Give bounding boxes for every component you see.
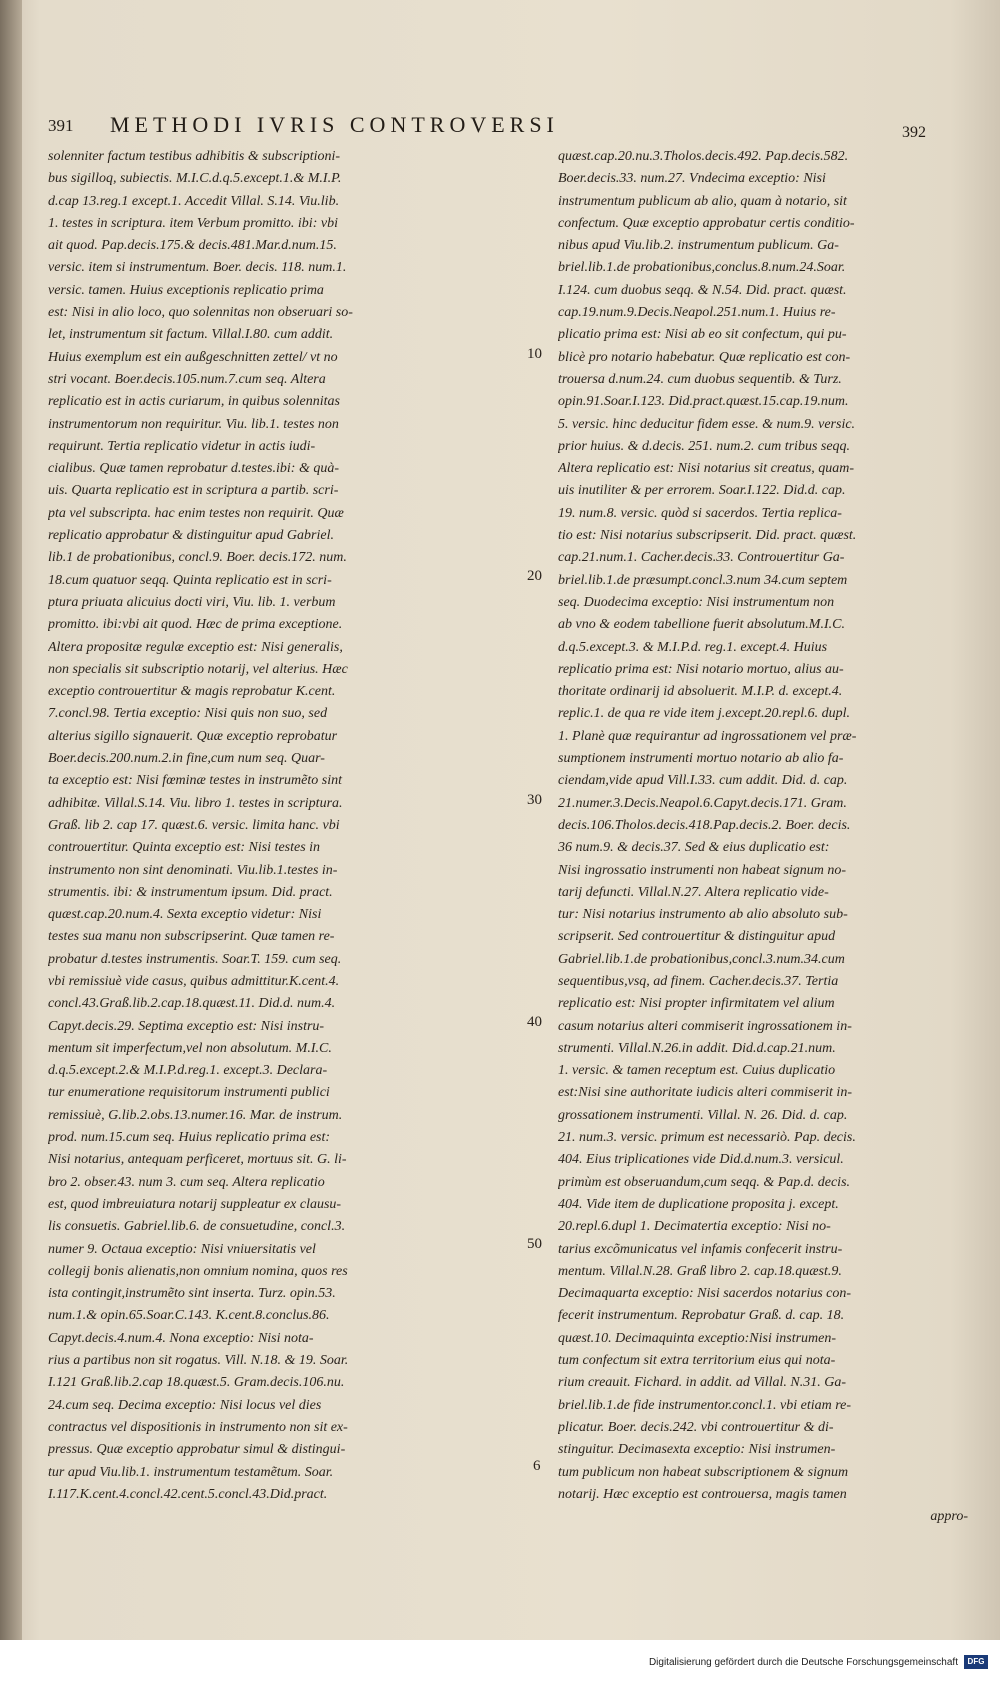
text-line: nibus apud Viu.lib.2. instrumentum publicum. Ga- bbox=[558, 238, 839, 254]
text-line: bus sigilloq, subiectis. M.I.C.d.q.5.except.1.& M.I.P. bbox=[48, 171, 342, 187]
book-page bbox=[22, 0, 1000, 1640]
text-line: exceptio controuertitur & magis reprobatur K.cent. bbox=[48, 684, 336, 700]
text-line: thoritate ordinarij id absoluerit. M.I.P. d. except.4. bbox=[558, 684, 843, 700]
text-line: notarij. Hæc exceptio est controuersa, magis tamen bbox=[558, 1486, 847, 1502]
text-line: cialibus. Quæ tamen reprobatur d.testes.ibi: & quà- bbox=[48, 461, 339, 477]
text-line: est, quod imbreuiatura notarij suppleatur ex clausu- bbox=[48, 1196, 342, 1212]
text-line: tur apud Viu.lib.1. instrumentum testamẽtum. Soar. bbox=[48, 1464, 334, 1480]
text-line: mentum sit imperfectum,vel non absolutum. M.I.C. bbox=[48, 1040, 332, 1056]
text-line: Graß. lib 2. cap 17. quæst.6. versic. limita hanc. vbi bbox=[48, 817, 340, 833]
funding-notice: Digitalisierung gefördert durch die Deutsche Forschungsgemeinschaft bbox=[648, 1657, 958, 1668]
text-line: confectum. Quæ exceptio approbatur certis conditio- bbox=[558, 215, 855, 231]
text-line: replicatio approbatur & distinguitur apud Gabriel. bbox=[48, 528, 334, 544]
text-line: rium creauit. Fichard. in addit. ad Villal. N.31. Ga- bbox=[558, 1375, 847, 1391]
text-line: fecerit instrumentum. Reprobatur Graß. d. cap. 18. bbox=[558, 1308, 845, 1324]
text-line: Capyt.decis.4.num.4. Nona exceptio: Nisi nota- bbox=[48, 1330, 314, 1346]
text-line: ista contingit,instrumẽto sint inserta. Turz. opin.53. bbox=[48, 1286, 336, 1302]
text-line: scripserit. Sed controuertitur & distinguitur apud bbox=[558, 929, 836, 945]
text-line: 19. num.8. versic. quòd si sacerdos. Tertia replica- bbox=[558, 505, 842, 521]
text-line: mentum. Villal.N.28. Graß libro 2. cap.18.quæst.9. bbox=[558, 1263, 842, 1279]
margin-line-number: 10 bbox=[527, 346, 542, 362]
text-line: plicatur. Boer. decis.242. vbi controuertitur & di- bbox=[558, 1419, 834, 1435]
text-line: requirunt. Tertia replicatio videtur in actis iudi- bbox=[48, 438, 316, 454]
text-line: promitto. ibi:vbi ait quod. Hæc de prima exceptione. bbox=[48, 617, 343, 633]
text-line: 24.cum seq. Decima exceptio: Nisi locus vel dies bbox=[48, 1397, 322, 1413]
text-line: tio est: Nisi notarius subscripserit. Did. pract. quæst. bbox=[558, 528, 857, 544]
text-line: concl.43.Graß.lib.2.cap.18.quæst.11. Did.d. num.4. bbox=[48, 996, 336, 1012]
text-line: Huius exemplum est ein außgeschnitten zettel/ vt no bbox=[48, 349, 338, 365]
text-line: Boer.decis.33. num.27. Vndecima exceptio: Nisi bbox=[558, 171, 826, 187]
text-line: decis.106.Tholos.decis.418.Pap.decis.2. Boer. decis. bbox=[558, 817, 851, 833]
text-line: cap.21.num.1. Cacher.decis.33. Controuertitur Ga- bbox=[558, 550, 845, 566]
text-line: collegij bonis alienatis,non omnium nomina, quos res bbox=[48, 1263, 348, 1279]
text-line: uis inutiliter & per errorem. Soar.I.122. Did.d. cap. bbox=[558, 483, 846, 499]
text-line: numer 9. Octaua exceptio: Nisi vniuersitatis vel bbox=[48, 1241, 316, 1257]
margin-line-number: 6 bbox=[533, 1458, 541, 1474]
text-line: contractus vel dispositionis in instrumento non sit ex- bbox=[48, 1419, 348, 1435]
text-line: adhibitæ. Villal.S.14. Viu. libro 1. testes in scriptura. bbox=[48, 795, 343, 811]
text-line: replicatio est: Nisi propter infirmitatem vel alium bbox=[558, 996, 835, 1012]
text-line: I.121 Graß.lib.2.cap 18.quæst.5. Gram.decis.106.nu. bbox=[48, 1375, 345, 1391]
text-line: replicatio prima est: Nisi notario mortuo, alius au- bbox=[558, 661, 844, 677]
text-line: 5. versic. hinc deducitur fidem esse. & num.9. versic. bbox=[558, 416, 856, 432]
text-line: quæst.10. Decimaquinta exceptio:Nisi instrumen- bbox=[558, 1330, 837, 1346]
text-line: replic.1. de qua re vide item j.except.20.repl.6. dupl. bbox=[558, 706, 850, 722]
text-line: cap.19.num.9.Decis.Neapol.251.num.1. Huius re- bbox=[558, 305, 836, 321]
text-line: stinguitur. Decimasexta exceptio: Nisi instrumen- bbox=[558, 1442, 836, 1458]
text-line: Nisi notarius, antequam perficeret, mortuus sit. G. li- bbox=[48, 1152, 347, 1168]
text-line: blicè pro notario habebatur. Quæ replicatio est con- bbox=[558, 349, 851, 365]
text-line: sumptionem instrumenti mortuo notario ab alio fa- bbox=[558, 751, 844, 767]
text-line: casum notarius alteri commiserit ingrossationem in- bbox=[558, 1018, 852, 1034]
dfg-logo: DFG bbox=[964, 1655, 988, 1669]
text-line: trouersa d.num.24. cum duobus sequentib. & Turz. bbox=[558, 371, 842, 387]
text-line: ciendam,vide apud Vill.I.33. cum addit. Did. d. cap. bbox=[558, 773, 848, 789]
text-line: Decimaquarta exceptio: Nisi sacerdos notarius con- bbox=[558, 1286, 852, 1302]
text-line: tur: Nisi notarius instrumento ab alio absoluto sub- bbox=[558, 907, 848, 923]
text-line: 1. versic. & tamen receptum est. Cuius duplicatio bbox=[558, 1063, 836, 1079]
text-line: Altera replicatio est: Nisi notarius sit creatus, quam- bbox=[558, 461, 855, 477]
text-line: probatur d.testes instrumentis. Soar.T. 159. cum seq. bbox=[48, 951, 342, 967]
text-line: 404. Vide item de duplicatione proposita j. except. bbox=[558, 1196, 839, 1212]
text-line: d.q.5.except.2.& M.I.P.d.reg.1. except.3. Declara- bbox=[48, 1063, 328, 1079]
text-line: I.117.K.cent.4.concl.42.cent.5.concl.43.Did.pract. bbox=[48, 1486, 328, 1502]
text-line: tum confectum sit extra territorium eius qui nota- bbox=[558, 1353, 836, 1369]
text-line: lis consuetis. Gabriel.lib.6. de consuetudine, concl.3. bbox=[48, 1219, 346, 1235]
text-line: 21. num.3. versic. primum est necessariò. Pap. decis. bbox=[558, 1130, 856, 1146]
text-line: Nisi ingrossatio instrumenti non habeat signum no- bbox=[558, 862, 847, 878]
text-line: Gabriel.lib.1.de probationibus,concl.3.num.34.cum bbox=[558, 951, 845, 967]
text-line: plicatio prima est: Nisi ab eo sit confectum, qui pu- bbox=[558, 327, 847, 343]
text-line: pta vel subscripta. hac enim testes non requirit. Quæ bbox=[48, 505, 344, 521]
text-line: 20.repl.6.dupl 1. Decimatertia exceptio: Nisi no- bbox=[558, 1219, 831, 1235]
text-line: tarij defuncti. Villal.N.27. Altera replicatio vide- bbox=[558, 884, 829, 900]
text-line: tarius excõmunicatus vel infamis confecerit instru- bbox=[558, 1241, 843, 1257]
text-line: d.q.5.except.3. & M.I.P.d. reg.1. except.4. Huius bbox=[558, 639, 828, 655]
text-line: controuertitur. Quinta exceptio est: Nisi testes in bbox=[48, 840, 321, 856]
page-edge bbox=[0, 0, 22, 1640]
text-line: non specialis sit subscriptio notarij, vel alterius. Hæc bbox=[48, 661, 348, 677]
text-line: 404. Eius triplicationes vide Did.d.num.3. versicul. bbox=[558, 1152, 844, 1168]
text-line: strumenti. Villal.N.26.in addit. Did.d.cap.21.num. bbox=[558, 1040, 836, 1056]
page-number-left: 391 bbox=[48, 116, 74, 135]
text-line: strumentis. ibi: & instrumentum ipsum. Did. pract. bbox=[48, 884, 333, 900]
text-line: briel.lib.1.de probationibus,conclus.8.num.24.Soar. bbox=[558, 260, 846, 276]
text-line: grossationem instrumenti. Villal. N. 26. Did. d. cap. bbox=[558, 1107, 848, 1123]
text-line: 1. testes in scriptura. item Verbum promitto. ibi: vbi bbox=[48, 215, 338, 231]
text-line: ab vno & eodem tabellione fuerit absolutum.M.I.C. bbox=[558, 617, 845, 633]
text-line: instrumentum publicum ab alio, quam à notario, sit bbox=[558, 193, 847, 209]
text-line: versic. tamen. Huius exceptionis replicatio prima bbox=[48, 282, 324, 298]
text-line: 7.concl.98. Tertia exceptio: Nisi quis non suo, sed bbox=[48, 706, 328, 722]
text-line: alterius sigillo signauerit. Quæ exceptio reprobatur bbox=[48, 728, 338, 744]
text-line: let, instrumentum sit factum. Villal.I.80. cum addit. bbox=[48, 327, 334, 343]
margin-line-number: 40 bbox=[527, 1014, 542, 1030]
text-line: 1. Planè quæ requirantur ad ingrossationem vel præ- bbox=[558, 728, 857, 744]
text-line: 21.numer.3.Decis.Neapol.6.Capyt.decis.171. Gram. bbox=[558, 795, 847, 811]
text-line: pressus. Quæ exceptio approbatur simul & distingui- bbox=[48, 1442, 346, 1458]
text-line: ta exceptio est: Nisi fœminæ testes in instrumẽto sint bbox=[48, 773, 342, 789]
text-line: lib.1 de probationibus, concl.9. Boer. decis.172. num. bbox=[48, 550, 347, 566]
margin-line-number: 20 bbox=[527, 568, 542, 584]
text-line: replicatio est in actis curiarum, in quibus solennitas bbox=[48, 394, 340, 410]
text-line: seq. Duodecima exceptio: Nisi instrumentum non bbox=[558, 594, 835, 610]
margin-line-number: 50 bbox=[527, 1236, 542, 1252]
text-line: testes sua manu non subscripserint. Quæ tamen re- bbox=[48, 929, 335, 945]
text-line: vbi remissiuè vide casus, quibus admittitur.K.cent.4. bbox=[48, 973, 340, 989]
text-line: Capyt.decis.29. Septima exceptio est: Nisi instru- bbox=[48, 1018, 325, 1034]
text-line: tur enumeratione requisitorum instrumenti publici bbox=[48, 1085, 330, 1101]
text-line: instrumentorum non requiritur. Viu. lib.1. testes non bbox=[48, 416, 339, 432]
running-title: METHODI IVRIS CONTROVERSI bbox=[110, 112, 559, 137]
catchword: appro- bbox=[930, 1509, 968, 1525]
left-text-column bbox=[48, 146, 448, 1506]
text-line: remissiuè, G.lib.2.obs.13.numer.16. Mar. de instrum. bbox=[48, 1107, 343, 1123]
text-line: I.124. cum duobus seqq. & N.54. Did. pract. quæst. bbox=[558, 282, 847, 298]
text-line: stri vocant. Boer.decis.105.num.7.cum seq. Altera bbox=[48, 371, 326, 387]
text-line: quæst.cap.20.nu.3.Tholos.decis.492. Pap.decis.582. bbox=[558, 149, 849, 164]
text-line: num.1.& opin.65.Soar.C.143. K.cent.8.conclus.86. bbox=[48, 1308, 330, 1324]
text-line: instrumento non sint denominati. Viu.lib.1.testes in- bbox=[48, 862, 338, 878]
text-line: tum publicum non habeat subscriptionem & signum bbox=[558, 1464, 849, 1480]
text-line: solenniter factum testibus adhibitis & subscriptioni- bbox=[48, 149, 341, 164]
text-line: prior huius. & d.decis. 251. num.2. cum tribus seqq. bbox=[558, 438, 851, 454]
text-line: d.cap 13.reg.1 except.1. Accedit Villal. S.14. Viu.lib. bbox=[48, 193, 340, 209]
text-line: primùm est obseruandum,cum seqq. & Pap.d. decis. bbox=[558, 1174, 851, 1190]
margin-line-number: 30 bbox=[527, 792, 542, 808]
text-line: briel.lib.1.de fide instrumentor.concl.1. vbi etiam re- bbox=[558, 1397, 852, 1413]
text-line: ait quod. Pap.decis.175.& decis.481.Mar.d.num.15. bbox=[48, 238, 337, 254]
right-text-column bbox=[558, 146, 968, 1528]
text-line: prod. num.15.cum seq. Huius replicatio prima est: bbox=[48, 1130, 331, 1146]
text-line: uis. Quarta replicatio est in scriptura a partib. scri- bbox=[48, 483, 339, 499]
text-line: bro 2. obser.43. num 3. cum seq. Altera replicatio bbox=[48, 1174, 325, 1190]
text-line: rius a partibus non sit rogatus. Vill. N.18. & 19. Soar. bbox=[48, 1353, 349, 1369]
text-line: 36 num.9. & decis.37. Sed & eius duplicatio est: bbox=[558, 840, 830, 856]
text-line: Boer.decis.200.num.2.in fine,cum num seq. Quar- bbox=[48, 751, 325, 767]
text-line: sequentibus,vsq, ad finem. Cacher.decis.37. Tertia bbox=[558, 973, 839, 989]
page-header bbox=[22, 112, 1000, 144]
text-line: opin.91.Soar.I.123. Did.pract.quæst.15.cap.19.num. bbox=[558, 394, 849, 410]
text-line: est: Nisi in alio loco, quo solennitas non obseruari so- bbox=[48, 305, 353, 321]
text-line: Altera propositæ regulæ exceptio est: Nisi generalis, bbox=[48, 639, 343, 655]
text-line: ptura priuata alicuius docti viri, Viu. lib. 1. verbum bbox=[48, 594, 336, 610]
text-line: quæst.cap.20.num.4. Sexta exceptio videtur: Nisi bbox=[48, 907, 322, 923]
page-number-right: 392 bbox=[902, 124, 926, 141]
text-line: est:Nisi sine authoritate iudicis alteri commiserit in- bbox=[558, 1085, 852, 1101]
text-line: 18.cum quatuor seqq. Quinta replicatio est in scri- bbox=[48, 572, 332, 588]
text-line: briel.lib.1.de præsumpt.concl.3.num 34.cum septem bbox=[558, 572, 848, 588]
text-line: versic. item si instrumentum. Boer. decis. 118. num.1. bbox=[48, 260, 347, 276]
